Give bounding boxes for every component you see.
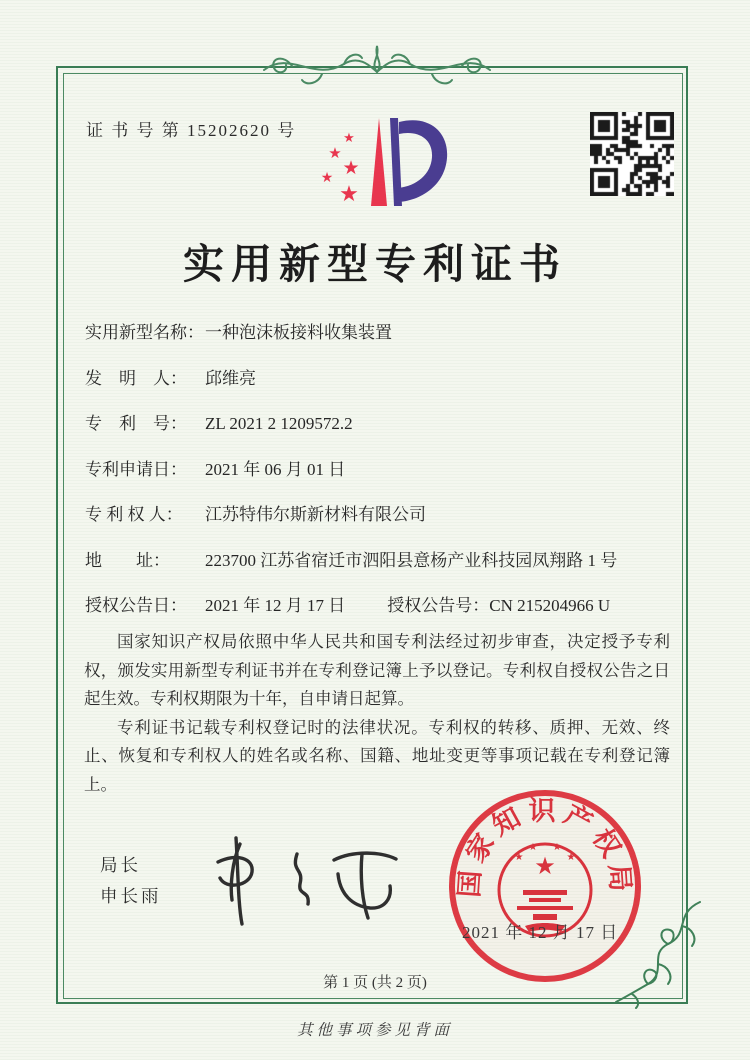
field-address [85,548,675,573]
field-label: 专利申请日： [85,459,187,479]
svg-text:★: ★ [339,181,359,206]
paragraph-grant-statement: 国家知识产权局依照中华人民共和国专利法经过初步审查，决定授予专利权，颁发实用新型专利证书并在专利登记簿上予以登记。专利权自授权公告之日起生效。专利权期限为十年，自申请日起算。 [84,632,670,708]
svg-text:★: ★ [528,842,538,853]
field-patentee [85,502,675,527]
director-name-label: 申长雨 [100,886,162,906]
field-list [85,320,675,639]
field-patent-number [85,411,675,436]
field-value: 2021 年 12 月 17 日 [205,596,346,615]
field-label: 实用新型名称： [85,323,204,342]
field-value: 223700 江苏省宿迁市泗阳县意杨产业科技园凤翔路 1 号 [205,550,618,570]
field-value: ZL 2021 2 1209572.2 [205,414,353,433]
director-signature-icon [200,828,415,933]
field-label: 发 明 人： [85,368,187,388]
svg-text:★: ★ [320,171,334,186]
field-label: 授权公告日： [85,596,187,615]
field-label: 专 利 号： [85,414,187,433]
field-label: 地 址： [85,550,170,570]
field-value: 一种泡沫板接料收集装置 [205,323,392,342]
svg-text:★: ★ [328,146,342,162]
field-value: 江苏特伟尔斯新材料有限公司 [205,505,426,524]
field-inventor [85,366,675,391]
svg-text:★: ★ [566,852,576,863]
field-filing-date [85,457,675,482]
page-number: 第 1 页 (共 2 页) [323,975,427,991]
field-value: 2021 年 06 月 01 日 [205,459,346,479]
official-seal-icon [445,786,645,986]
field-label: 授权公告号： [387,596,490,615]
svg-text:★: ★ [514,852,524,863]
seal-agency-text: 国家知识产权局 [454,795,636,899]
svg-text:★: ★ [534,854,556,880]
field-label: 专 利 权 人： [85,505,183,524]
svg-text:★: ★ [342,158,360,179]
svg-text:★: ★ [552,842,562,853]
director-role-label: 局长 [100,855,141,875]
field-value: 邱维亮 [205,368,256,388]
field-value: CN 215204966 U [489,596,611,615]
back-side-note: 其他事项参见背面 [296,1022,453,1039]
legal-text [84,628,670,799]
cnipa-logo-icon [293,106,463,228]
field-utility-model-name [85,320,675,345]
certificate-number: 证 书 号 第 15202620 号 [86,121,297,140]
certificate-title: 实用新型专利证书 [183,241,567,287]
qr-code [590,112,674,196]
top-flourish-ornament [262,40,492,96]
field-grant-announcement [85,593,675,618]
svg-text:★: ★ [343,130,355,145]
signature-block [100,850,162,912]
paragraph-register-statement: 专利证书记载专利权登记时的法律状况。专利权的转移、质押、无效、终止、恢复和专利权人的姓名或名称、国籍、地址变更等事项记载在专利登记簿上。 [84,717,670,794]
seal-date: 2021 年 12 月 17 日 [462,923,619,942]
